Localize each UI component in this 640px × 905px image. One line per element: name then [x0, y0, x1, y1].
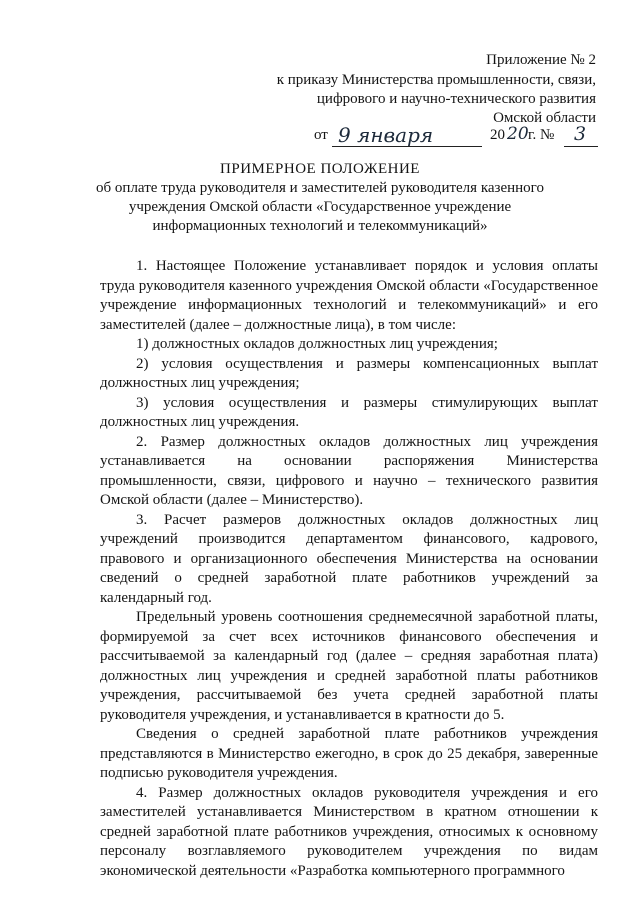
- handwritten-number: 3: [574, 123, 587, 145]
- paragraph-2: 2. Размер должностных окладов должностных лиц учреждения устанавливается на основании распоряжения Министерства промышленности, связи, цифрового и научно – технического развития Омской области (далее – Министерство).: [100, 433, 598, 508]
- paragraph-4: 4. Размер должностных окладов руководителя учреждения и его заместителей устанавливается Министерством в кратном отношении к средней заработной плате работников учреждения, относимых к основному персоналу возглавляемого руководителем учреждения по видам экономической деятельности «Разработка компьютерного программного: [100, 784, 598, 879]
- paragraph-3: 3. Расчет размеров должностных окладов должностных лиц учреждений производится департаментом финансового, кадрового, правового и организационного обеспечения Министерства на основании сведений о средней заработной плате работников учреждений за календарный год.: [100, 511, 598, 606]
- annex-title: Приложение № 2: [486, 52, 596, 68]
- paragraph-3-info: Сведения о средней заработной плате работников учреждения представляются в Министерство ежегодно, в срок до 25 декабря, заверенные подписью руководителя учреждения.: [100, 726, 598, 781]
- handwritten-year: 20: [507, 124, 529, 144]
- paragraph-1: 1. Настоящее Положение устанавливает порядок и условия оплаты труда руководителя казенного учреждения Омской области «Государственное учреждение информационных технологий и телекоммуникаций» и его заместителей (далее – должностные лица), в том числе:: [100, 258, 598, 333]
- paragraph-item-2: 2) условия осуществления и размеры компенсационных выплат должностных лиц учреждения;: [100, 355, 598, 391]
- annex-line-1: к приказу Министерства промышленности, связи,: [276, 72, 596, 88]
- document-subtitle-line-3: информационных технологий и телекоммуникаций»: [152, 218, 488, 234]
- paragraph-item-3: 3) условия осуществления и размеры стимулирующих выплат должностных лиц учреждения.: [100, 394, 598, 430]
- handwritten-date: 9 января: [338, 123, 434, 147]
- date-prefix: от: [314, 127, 328, 143]
- paragraph-3-limit: Предельный уровень соотношения среднемесячной заработной платы, формируемой за счет всех источников финансового обеспечения и рассчитываемой за календарный год (далее – средняя заработная плата) должностных лиц учреждения и средней заработной платы работников учреждения, рассчитываемой без учета средней заработной платы руководителя учреждения, и устанавливается в кратности до 5.: [100, 609, 598, 723]
- document-title: ПРИМЕРНОЕ ПОЛОЖЕНИЕ: [220, 161, 420, 177]
- year-suffix-number-label: г. №: [528, 127, 555, 143]
- annex-line-3: Омской области: [493, 110, 596, 126]
- document-body: [100, 257, 598, 881]
- year-prefix: 20: [490, 127, 505, 143]
- document-subtitle-line-2: учреждения Омской области «Государственное учреждение: [128, 199, 512, 215]
- annex-line-2: цифрового и научно-технического развития: [316, 91, 596, 107]
- document-subtitle-line-1: об оплате труда руководителя и заместителей руководителя казенного: [96, 180, 544, 196]
- order-date-line: [302, 125, 602, 149]
- paragraph-item-1: 1) должностных окладов должностных лиц учреждения;: [136, 336, 498, 352]
- number-underline: [564, 146, 598, 147]
